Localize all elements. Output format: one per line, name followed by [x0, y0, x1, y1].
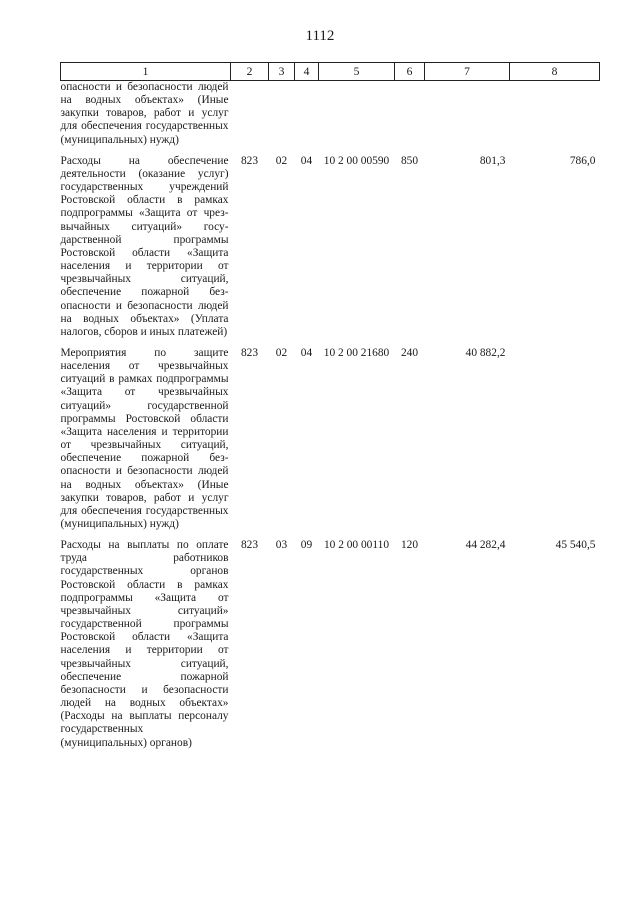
table-header — [61, 63, 600, 81]
cell-expense-type — [395, 81, 425, 147]
table-row — [61, 155, 600, 339]
column-header: 2 — [231, 63, 269, 81]
cell-subsection: 04 — [300, 346, 313, 359]
row-description: Расходы на выплаты по оплате труда работников государственных органов Ростовской области в рамках подпрограммы «Защита от чрезвычайных ситуаций» государственной программы Ростовской области «Защита населения и территории от чрезвычайных ситуаций, обеспечение пожарной безопасности и безопасности людей на водных объектах» (Расходы на выплаты персоналу государственных (муниципальных) органов) — [60, 539, 229, 749]
cell-amount-2 — [510, 347, 600, 531]
cell-subsection: 09 — [300, 539, 313, 552]
cell-ministry-code — [231, 81, 269, 147]
cell-amount-2: 45 540,5 — [555, 539, 596, 552]
column-header: 1 — [61, 63, 231, 81]
cell-subsection: 04 — [300, 154, 313, 167]
row-description: опасности и безопасности людей на водных объектах» (Иные закупки товаров, работ и услуг для обеспечения государственных (муниципальных) нужд) — [60, 81, 229, 146]
cell-amount-2: 786,0 — [569, 154, 596, 167]
cell-amount-1: 44 282,4 — [465, 539, 506, 552]
cell-subsection — [295, 81, 319, 147]
column-header: 5 — [319, 63, 395, 81]
row-description: Расходы на обеспечение деятельности (оказание услуг) государственных учреждений Ростовской области в рамках подпрограммы «Защита от чрезвычайных ситуаций» государственной программы Ростовской области «Защита населения и территории от чрезвычайных ситуаций, обеспечение пожарной безопасности и безопасности людей на водных объектах» (Уплата налогов, сборов и иных платежей) — [60, 154, 229, 338]
cell-expense-type: 850 — [400, 154, 419, 167]
column-header: 8 — [510, 63, 600, 81]
cell-section: 02 — [275, 346, 288, 359]
cell-section: 03 — [275, 539, 288, 552]
cell-ministry-code: 823 — [240, 346, 259, 359]
row-spacer — [61, 339, 600, 347]
cell-amount-1 — [425, 81, 510, 147]
cell-target-article: 10 2 00 00110 — [323, 539, 390, 552]
cell-target-article — [319, 81, 395, 147]
cell-ministry-code: 823 — [240, 539, 259, 552]
row-spacer — [61, 531, 600, 539]
cell-amount-1: 801,3 — [479, 154, 506, 167]
table-row — [61, 81, 600, 147]
column-header: 4 — [295, 63, 319, 81]
cell-expense-type: 120 — [400, 539, 419, 552]
table-row — [61, 539, 600, 750]
cell-section: 02 — [275, 154, 288, 167]
cell-amount-1: 40 882,2 — [465, 346, 506, 359]
cell-amount-2 — [510, 81, 600, 147]
table-row — [61, 347, 600, 531]
budget-table — [60, 62, 600, 750]
cell-section — [269, 81, 295, 147]
page-number: 1112 — [305, 28, 335, 44]
cell-target-article: 10 2 00 00590 — [323, 154, 390, 167]
column-header: 7 — [425, 63, 510, 81]
row-spacer — [61, 147, 600, 155]
cell-target-article: 10 2 00 21680 — [323, 346, 390, 359]
row-description: Мероприятия по защите населения от чрезвычайных ситуаций в рамках подпрограммы «Защита от чрезвычайных ситуаций» государственной программы Ростовской области «Защита населения и территории от чрезвычайных ситуаций, обеспечение пожарной безопасности и безопасности людей на водных объектах» (Иные закупки товаров, работ и услуг для обеспечения государственных (муниципальных) нужд) — [60, 346, 229, 530]
cell-ministry-code: 823 — [240, 154, 259, 167]
column-header: 6 — [395, 63, 425, 81]
cell-expense-type: 240 — [400, 346, 419, 359]
column-header: 3 — [269, 63, 295, 81]
header-row — [61, 63, 600, 81]
table-body — [61, 81, 600, 750]
